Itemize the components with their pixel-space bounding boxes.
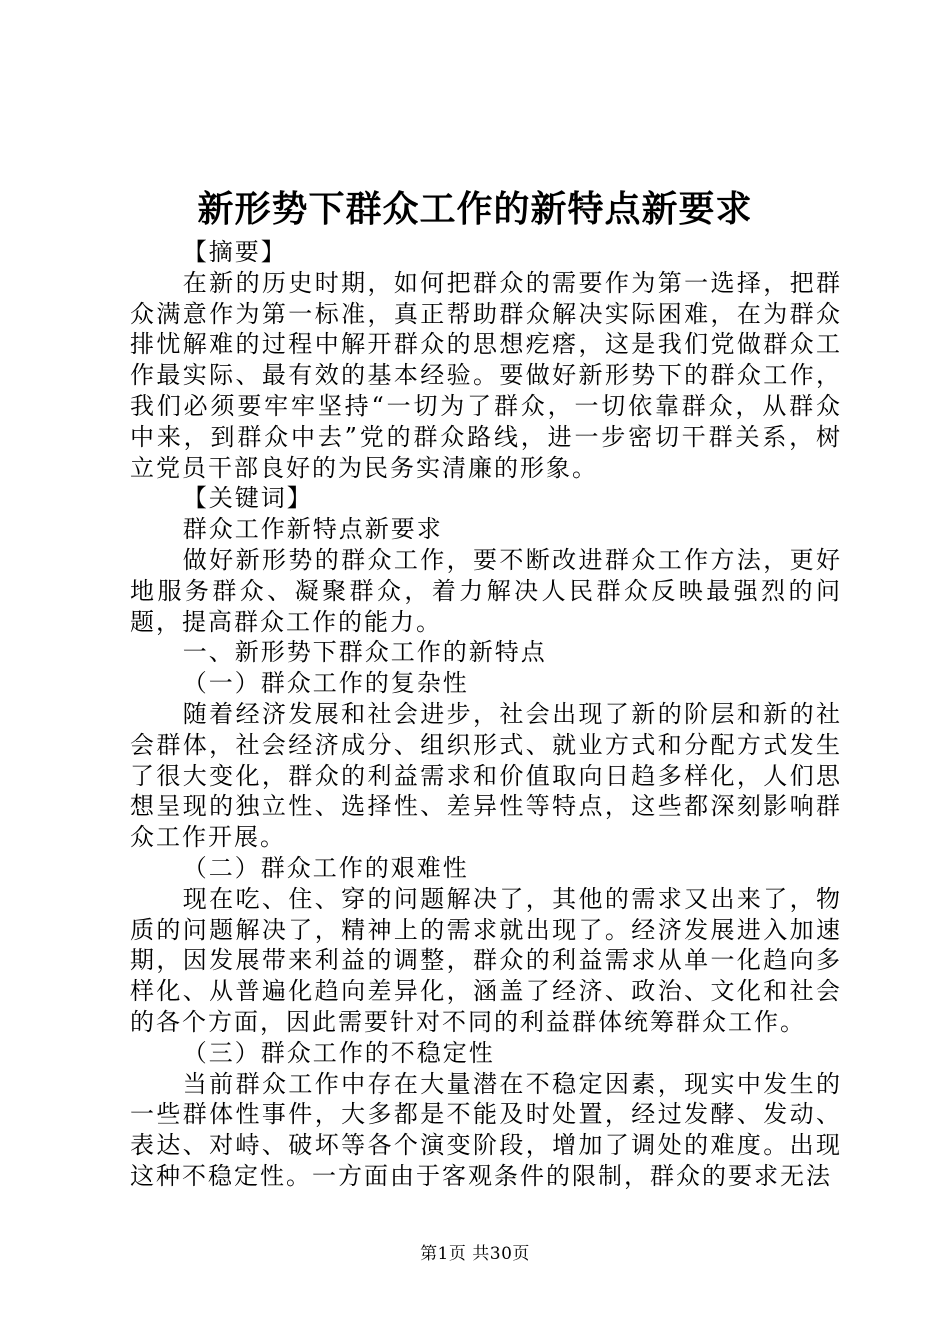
document-title: 新形势下群众工作的新特点新要求 [197,188,753,230]
keywords-heading: 【关键词】 [182,484,313,513]
section-heading-1: 一、新形势下群众工作的新特点 [182,638,547,667]
subsection-paragraph-1: 随着经济发展和社会进步，社会出现了新的阶层和新的社会群体，社会经济成分、组织形式、就业方式和分配方式发生了很大变化，群众的利益需求和价值取向日趋多样化，人们思想呈现的独立性、选择性、差异性等特点，这些都深刻影响群众工作开展。 [130,699,842,852]
subsection-heading-1: （一）群众工作的复杂性 [182,669,469,698]
subsection-heading-3: （三）群众工作的不稳定性 [182,1038,495,1067]
abstract-heading: 【摘要】 [182,238,287,266]
page-number-footer: 第1页 共30页 [420,1244,530,1264]
subsection-paragraph-3: 当前群众工作中存在大量潜在不稳定因素，现实中发生的一些群体性事件，大多都是不能及时处置，经过发酵、发动、表达、对峙、破坏等各个演变阶段，增加了调处的难度。出现这种不稳定性。一方面由于客观条件的限制，群众的要求无法 [130,1069,842,1190]
abstract-paragraph: 在新的历史时期，如何把群众的需要作为第一选择，把群众满意作为第一标准，真正帮助群众解决实际困难，在为群众排忧解难的过程中解开群众的思想疙瘩，这是我们党做群众工作最实际、最有效的基本经验。要做好新形势下的群众工作，我们必须要牢牢坚持“一切为了群众，一切依靠群众，从群众中来，到群众中去”党的群众路线，进一步密切干群关系，树立党员干部良好的为民务实清廉的形象。 [130,268,842,482]
subsection-heading-2: （二）群众工作的艰难性 [182,853,469,882]
subsection-paragraph-2: 现在吃、住、穿的问题解决了，其他的需求又出来了，物质的问题解决了，精神上的需求就出现了。经济发展进入加速期，因发展带来利益的调整，群众的利益需求从单一化趋向多样化、从普遍化趋向差异化，涵盖了经济、政治、文化和社会的各个方面，因此需要针对不同的利益群体统筹群众工作。 [130,884,842,1036]
document-body [130,237,842,1192]
intro-paragraph: 做好新形势的群众工作，要不断改进群众工作方法，更好地服务群众、凝聚群众，着力解决人民群众反映最强烈的问题，提高群众工作的能力。 [130,545,842,636]
keywords-text: 群众工作新特点新要求 [182,515,443,544]
